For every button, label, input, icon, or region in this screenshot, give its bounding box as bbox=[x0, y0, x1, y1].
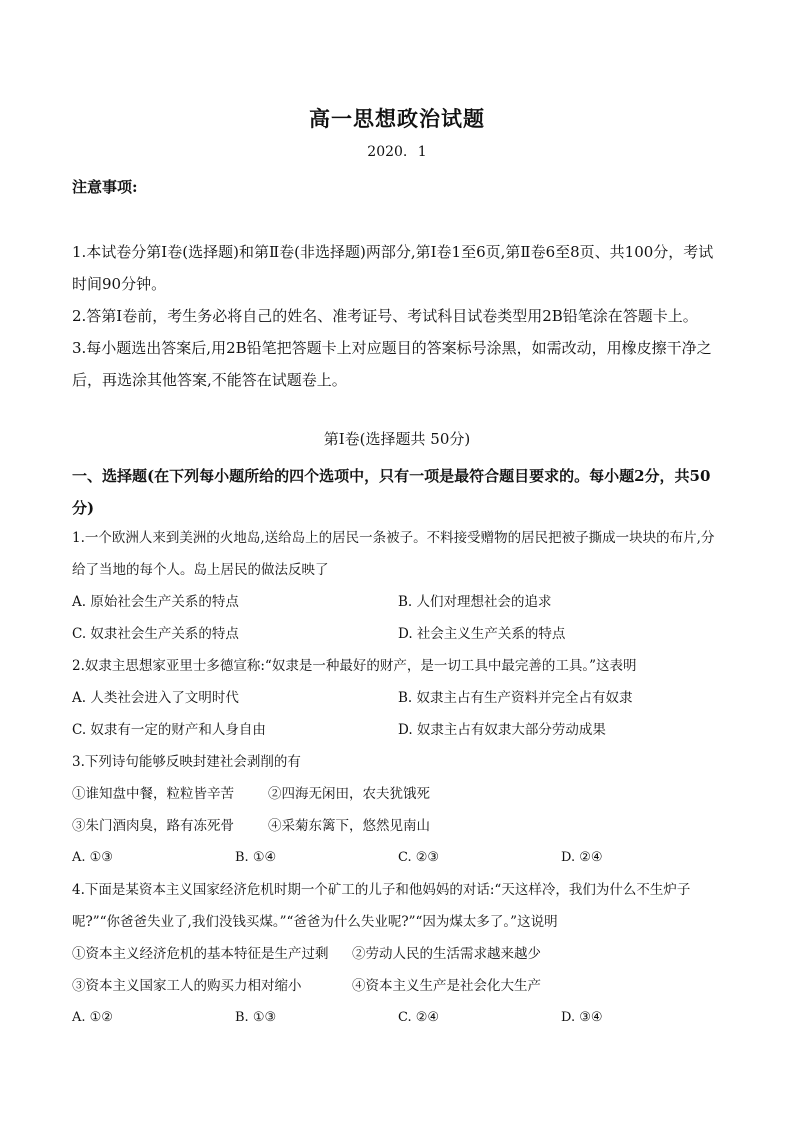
question-3-option-c: C. ②③ bbox=[398, 850, 440, 865]
exam-date: 2020. 1 bbox=[367, 144, 427, 160]
question-4-statements-row-1 bbox=[72, 938, 724, 970]
question-3-statement-4: ④采菊东篱下，悠然见南山 bbox=[268, 818, 430, 834]
question-2-option-a: A. 人类社会进入了文明时代 bbox=[72, 690, 239, 706]
section-heading: 一、选择题(在下列每小题所给的四个选项中，只有一项是最符合题目要求的。每小题2分，共50分) bbox=[72, 467, 711, 517]
question-4-option-a: A. ①② bbox=[72, 1010, 113, 1025]
question-1-option-c: C. 奴隶社会生产关系的特点 bbox=[72, 626, 239, 642]
question-2-stem: 2.奴隶主思想家亚里士多德宣称:“奴隶是一种最好的财产，是一切工具中最完善的工具。”这表明 bbox=[72, 658, 637, 674]
exam-title: 高一思想政治试题 bbox=[309, 106, 485, 131]
question-3-option-d: D. ②④ bbox=[561, 850, 603, 865]
question-2 bbox=[72, 650, 724, 746]
notice-heading: 注意事项: bbox=[72, 178, 138, 196]
question-3-statements-row-2 bbox=[72, 810, 724, 842]
question-3-statement-1: ①谁知盘中餐，粒粒皆辛苦 bbox=[72, 786, 234, 802]
question-4-statement-3: ③资本主义国家工人的购买力相对缩小 bbox=[72, 978, 302, 994]
question-3-statement-2: ②四海无闲田，农夫犹饿死 bbox=[268, 786, 430, 802]
question-1-option-a: A. 原始社会生产关系的特点 bbox=[72, 594, 239, 610]
question-4-option-c: C. ②④ bbox=[398, 1010, 440, 1025]
question-4-option-b: B. ①③ bbox=[235, 1010, 277, 1025]
part1-title: 第Ⅰ卷(选择题共 50分) bbox=[323, 430, 471, 448]
question-1-stem: 1.一个欧洲人来到美洲的火地岛,送给岛上的居民一条被子。不料接受赠物的居民把被子撕成一块块的布片,分给了当地的每个人。岛上居民的做法反映了 bbox=[72, 530, 715, 578]
question-4-option-d: D. ③④ bbox=[561, 1010, 603, 1025]
question-1 bbox=[72, 522, 724, 650]
question-2-option-c: C. 奴隶有一定的财产和人身自由 bbox=[72, 722, 266, 738]
question-2-options bbox=[72, 682, 724, 746]
notice-list bbox=[72, 236, 724, 396]
question-2-option-b: B. 奴隶主占有生产资料并完全占有奴隶 bbox=[398, 690, 633, 706]
question-3 bbox=[72, 746, 724, 874]
question-1-options bbox=[72, 586, 724, 650]
question-1-option-d: D. 社会主义生产关系的特点 bbox=[398, 626, 566, 642]
question-3-stem: 3.下列诗句能够反映封建社会剥削的有 bbox=[72, 754, 301, 770]
notice-item-2: 2.答第Ⅰ卷前，考生务必将自己的姓名、准考证号、考试科目试卷类型用2B铅笔涂在答题卡上。 bbox=[72, 307, 698, 325]
question-list bbox=[72, 522, 724, 1034]
question-3-option-b: B. ①④ bbox=[235, 850, 277, 865]
notice-item-1: 1.本试卷分第Ⅰ卷(选择题)和第Ⅱ卷(非选择题)两部分,第Ⅰ卷1至6页,第Ⅱ卷6至8页、共100分，考试时间90分钟。 bbox=[72, 243, 714, 293]
question-4 bbox=[72, 874, 724, 1034]
question-3-statement-3: ③朱门酒肉臭，路有冻死骨 bbox=[72, 818, 234, 834]
notice-item-3: 3.每小题选出答案后,用2B铅笔把答题卡上对应题目的答案标号涂黑，如需改动，用橡皮擦干净之后，再选涂其他答案,不能答在试题卷上。 bbox=[72, 339, 712, 389]
question-4-statement-2: ②劳动人民的生活需求越来越少 bbox=[352, 946, 541, 962]
question-1-option-b: B. 人们对理想社会的追求 bbox=[398, 594, 552, 610]
question-4-statement-1: ①资本主义经济危机的基本特征是生产过剩 bbox=[72, 946, 329, 962]
question-2-option-d: D. 奴隶主占有奴隶大部分劳动成果 bbox=[398, 722, 606, 738]
question-4-statement-4: ④资本主义生产是社会化大生产 bbox=[352, 978, 541, 994]
question-4-options bbox=[72, 1002, 724, 1034]
question-4-stem: 4.下面是某资本主义国家经济危机时期一个矿工的儿子和他妈妈的对话:“天这样冷，我们为什么不生炉子呢?”“你爸爸失业了,我们没钱买煤。”“爸爸为什么失业呢?”“因为煤太多了。”这说明 bbox=[72, 882, 691, 930]
question-3-option-a: A. ①③ bbox=[72, 850, 113, 865]
question-3-options bbox=[72, 842, 724, 874]
question-4-statements-row-2 bbox=[72, 970, 724, 1002]
question-3-statements-row-1 bbox=[72, 778, 724, 810]
